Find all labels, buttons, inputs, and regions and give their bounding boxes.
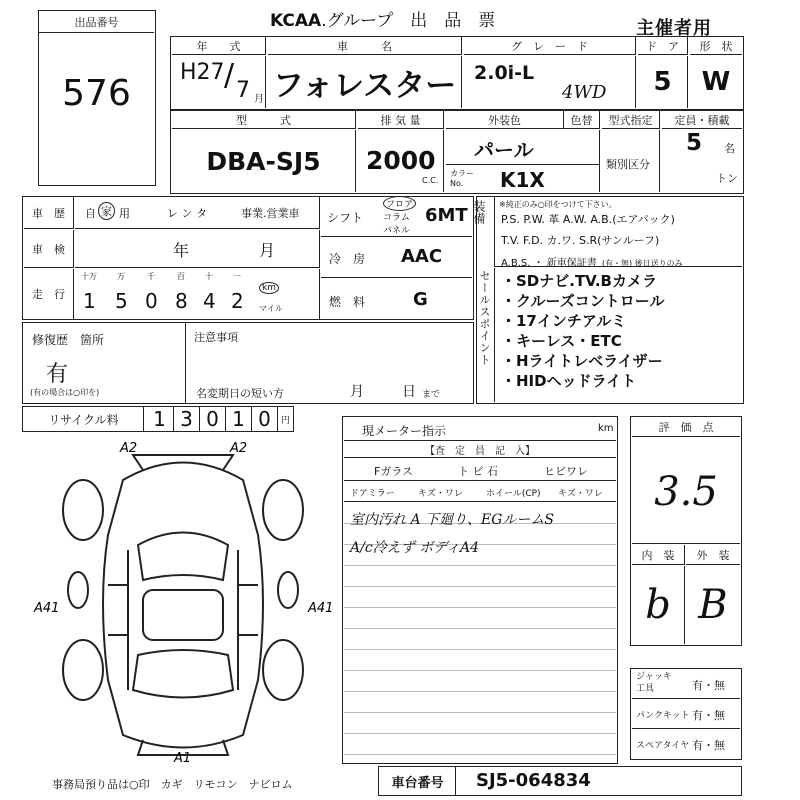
inspection-label: 車 検 — [24, 230, 74, 268]
mileage-digit: 2 — [231, 289, 244, 313]
mileage-unit-mile: マイル — [259, 304, 283, 313]
doors-label: ド ア — [638, 37, 688, 55]
remark-line2: A/c冷えず ボディA4 — [350, 540, 480, 556]
class-label: 類別区分 — [606, 158, 650, 171]
tool-label: パンクキット — [636, 711, 690, 721]
wheel-label: ホイール(CP) — [486, 489, 541, 499]
history-opt-rental: レ ン タ — [167, 207, 207, 220]
capacity-unit: 名 — [724, 142, 735, 155]
recycle-digit: 0 — [200, 407, 226, 431]
grade-note: 4WD — [562, 82, 607, 103]
displacement: 2000 — [366, 146, 436, 175]
recycle-digit: 1 — [146, 407, 174, 431]
diagram-mark-left: A41 — [34, 601, 60, 616]
exterior-color-box — [446, 130, 600, 192]
mileage-digit: 4 — [203, 289, 216, 313]
color-no-label: カラー No. — [450, 169, 474, 188]
repair-label: 修復歴 箇所 — [32, 333, 105, 347]
history-opt-private3: 用 — [119, 207, 130, 220]
interior-label: 内 装 — [632, 545, 685, 565]
mileage-place-10: 十 — [205, 272, 213, 281]
mirror-label: ドアミラー — [350, 489, 395, 499]
shape: W — [701, 67, 731, 97]
history-opt-private2: 家 — [98, 202, 115, 220]
diagram-mark-front-right: A2 — [230, 441, 248, 456]
history-options — [75, 197, 320, 229]
diagram-mark-rear: A1 — [174, 751, 192, 766]
sales-points-list — [494, 268, 742, 402]
recycle-digit: 3 — [174, 407, 200, 431]
mileage-digit: 5 — [115, 289, 128, 313]
car-diagram — [28, 440, 338, 770]
chassis-label: 車台番号 — [380, 767, 456, 795]
wheel-opts: キズ・ワレ — [558, 489, 603, 499]
car-name-label: 車 名 — [268, 37, 462, 55]
interior-score: b — [632, 566, 685, 644]
equipment-line1: P.S. P.W. 革 A.W. A.B.(エアバック) — [501, 213, 675, 226]
notes-month: 月 — [350, 384, 364, 400]
shift-opt-panel: パネル — [383, 226, 411, 236]
history-opt-business: 事業.営業車 — [241, 207, 300, 220]
shift-label: シフト — [327, 211, 364, 225]
capacity-box — [662, 130, 742, 192]
tools-row — [632, 669, 740, 699]
sales-point-item: ・キーレス・ETC — [501, 331, 622, 350]
recycle-digit: 0 — [252, 407, 278, 431]
notes-day: 日 — [402, 384, 416, 400]
remark-line1: 室内汚れ A 下廻り、EGルームS — [350, 512, 555, 528]
capacity-label: 定員・積載 — [662, 111, 742, 129]
glass-row — [344, 459, 616, 481]
color-change-label: 色替 — [564, 111, 600, 129]
score-value: 3.5 — [632, 440, 740, 544]
lot-number: 576 — [62, 72, 131, 114]
capacity: 5 — [686, 130, 703, 156]
mileage-digit: 0 — [145, 289, 158, 313]
lot-number-box — [38, 10, 156, 186]
mileage-place-10k: 万 — [117, 272, 125, 281]
equipment-box — [494, 197, 742, 267]
tool-value: 有・無 — [692, 679, 725, 692]
equipment-line3-note: (有・無) 後日送りのみ — [601, 259, 683, 268]
mileage-place-1k: 千 — [147, 272, 155, 281]
inspection-year: 年 — [173, 241, 190, 260]
glass-label: Fガラス — [374, 465, 413, 478]
grade-label: グ レ ー ド — [464, 37, 636, 55]
mileage-place-100: 百 — [177, 272, 185, 281]
history-opt-private1: 自 — [85, 207, 96, 220]
sales-point-item: ・クルーズコントロール — [501, 291, 665, 310]
diagram-mark-right: A41 — [308, 601, 334, 616]
glass-opt-chip: ト ビ 石 — [458, 465, 498, 478]
recycle-label: リサイクル料 — [24, 407, 144, 431]
ac-value: AAC — [401, 246, 443, 267]
recycle-digit: 1 — [226, 407, 252, 431]
equipment-label: 装備 — [472, 200, 486, 224]
form-title — [270, 6, 495, 30]
inspection-month: 月 — [259, 241, 276, 260]
notes-until: まで — [422, 390, 441, 400]
shift-value: 6MT — [425, 205, 468, 226]
inspector-title: 【査 定 員 記 入】 — [344, 442, 616, 458]
mirror-opts: キズ・ワレ — [418, 489, 463, 499]
recycle-unit: 円 — [280, 415, 290, 426]
type-designation-label: 型式指定 — [602, 111, 660, 129]
tool-value: 有・無 — [692, 739, 725, 752]
exterior-label: 外 装 — [686, 545, 740, 565]
grade-box — [464, 56, 636, 108]
class-box — [602, 130, 660, 192]
notes-label: 注意事項 — [194, 331, 238, 344]
office-note: 事務局預り品は○印 カギ リモコン ナビロム — [52, 778, 293, 791]
mileage-digit: 1 — [83, 289, 96, 313]
meter-unit: km — [598, 423, 614, 434]
repair-note: (有の場合は○印を) — [30, 388, 100, 397]
tool-label: ジャッキ工具 — [636, 672, 672, 694]
exterior-color-label: 外装色 — [446, 111, 564, 129]
year-era: H27 — [180, 60, 225, 85]
inspection-box — [75, 230, 320, 268]
mileage-digit: 8 — [175, 289, 188, 313]
diagram-mark-front-left: A2 — [120, 441, 138, 456]
tools-row — [632, 730, 740, 758]
mileage-unit-km: km — [259, 282, 279, 294]
mileage-place-1: 一 — [233, 272, 241, 281]
ton-unit: トン — [716, 172, 738, 185]
mirror-wheel-row — [344, 482, 616, 502]
year-slash: / — [224, 58, 235, 93]
exterior-color: パール — [474, 138, 534, 162]
remarks-area — [344, 503, 616, 763]
sales-points-label: セールスポイント — [478, 270, 491, 366]
month-unit: 月 — [254, 94, 264, 105]
meter-label: 現メーター指示 — [362, 424, 447, 438]
shift-opt-column: コラム — [383, 213, 410, 223]
shape-label: 形 状 — [690, 37, 742, 55]
equipment-note: ※純正のみ○印をつけて下さい。 — [499, 200, 617, 209]
ac-label: 冷 房 — [329, 252, 366, 266]
score-label: 評 価 点 — [632, 417, 740, 437]
fuel-value: G — [413, 289, 428, 310]
notes-box — [188, 323, 472, 403]
fuel-label: 燃 料 — [329, 295, 366, 309]
audience-label: 主催者用 — [636, 18, 712, 39]
tools-row — [632, 700, 740, 729]
exterior-score: B — [698, 582, 728, 628]
year-label: 年 式 — [172, 37, 266, 55]
model: DBA-SJ5 — [172, 130, 356, 192]
shift-row — [321, 197, 472, 237]
history-label: 車 歴 — [24, 197, 74, 229]
grade: 2.0i-L — [474, 62, 535, 84]
year-month: 7 — [236, 78, 250, 103]
repair-box — [24, 323, 186, 403]
displacement-label: 排 気 量 — [358, 111, 444, 129]
equipment-line3-main: A.B.S. ・ 新車保証書 — [501, 258, 597, 269]
mileage-place-100k: 十万 — [81, 272, 97, 281]
shift-opt-floor: フロア — [383, 196, 416, 211]
sales-point-item: ・Hライトレベライザー — [501, 351, 663, 370]
displacement-box — [358, 130, 444, 192]
glass-opt-crack: ヒビワレ — [544, 465, 588, 478]
tool-label: スペアタイヤ — [636, 741, 690, 751]
tool-value: 有・無 — [692, 709, 725, 722]
meter-row — [344, 417, 616, 441]
form-title-text: .グループ 出 品 票 — [321, 11, 496, 31]
mileage-box — [75, 269, 320, 319]
color-no: K1X — [500, 168, 545, 192]
year-value — [172, 56, 266, 108]
cc-unit: C.C. — [422, 176, 439, 185]
sales-point-item: ・SDナビ.TV.Bカメラ — [501, 271, 657, 290]
sales-point-item: ・17インチアルミ — [501, 311, 627, 330]
mileage-label: 走 行 — [24, 269, 74, 319]
repair-value: 有 — [46, 362, 69, 387]
chassis-number: SJ5-064834 — [476, 770, 591, 791]
lot-number-label: 出品番号 — [39, 11, 154, 33]
model-label: 型 式 — [172, 111, 356, 129]
fuel-row — [321, 279, 472, 319]
sales-point-item: ・HIDヘッドライト — [501, 371, 637, 390]
ac-row — [321, 238, 472, 278]
car-name: フォレスター — [268, 56, 462, 108]
name-change-label: 名変期日の短い方 — [196, 387, 284, 400]
equipment-line2: T.V. F.D. カ.ワ. S.R(サンルーフ) — [501, 234, 660, 247]
doors: 5 — [638, 56, 688, 108]
org-logo: KCAA — [270, 11, 322, 31]
